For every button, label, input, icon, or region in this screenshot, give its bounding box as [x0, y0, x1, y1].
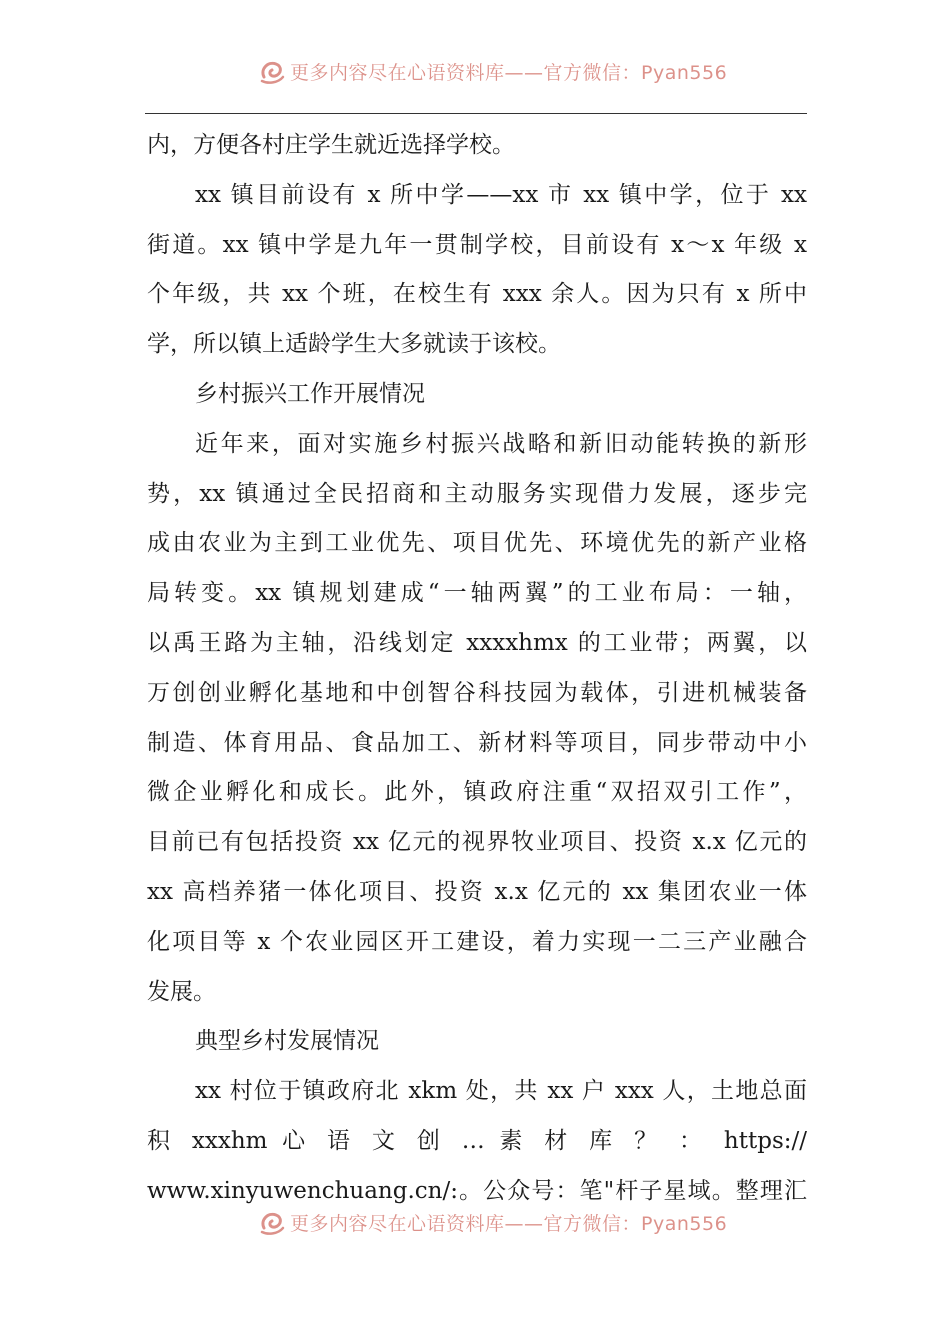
swirl-logo-icon [258, 57, 286, 85]
text-line: 目前已有包括投资 xx 亿元的视界牧业项目、投资 x.x 亿元的 [147, 829, 807, 856]
text-line: 势，xx 镇通过全民招商和主动服务实现借力发展，逐步完 [147, 480, 807, 507]
text-line: 以禹王路为主轴，沿线划定 xxxxhmx 的工业带；两翼，以 [147, 629, 807, 656]
text-line: 学，所以镇上适龄学生大多就读于该校。 [147, 331, 561, 358]
footer-watermark [258, 1207, 727, 1237]
text-line: 近年来，面对实施乡村振兴战略和新旧动能转换的新形 [195, 430, 807, 457]
header-divider [145, 113, 807, 114]
text-line: 成由农业为主到工业优先、项目优先、环境优先的新产业格 [147, 530, 807, 557]
text-line: 个年级，共 xx 个班，在校生有 xxx 余人。因为只有 x 所中 [147, 281, 807, 308]
text-line: 发展。 [147, 978, 216, 1005]
text-line: 街道。xx 镇中学是九年一贯制学校，目前设有 x～x 年级 x [147, 231, 807, 258]
header-watermark [258, 56, 727, 86]
watermark-text: 更多内容尽在心语资料库——官方微信：Pyan556 [290, 1212, 728, 1235]
text-line: 制造、体育用品、食品加工、新材料等项目，同步带动中小 [147, 729, 807, 756]
watermark-text: 更多内容尽在心语资料库——官方微信：Pyan556 [290, 61, 728, 84]
page-header [0, 52, 950, 92]
text-line: xx 镇目前设有 x 所中学——xx 市 xx 镇中学，位于 xx [195, 181, 807, 208]
text-line: xx 高档养猪一体化项目、投资 x.x 亿元的 xx 集团农业一体 [147, 878, 807, 905]
section-heading: 乡村振兴工作开展情况 [195, 380, 425, 407]
text-line: xx 村位于镇政府北 xkm 处，共 xx 户 xxx 人，土地总面 [195, 1078, 807, 1105]
text-line: www.xinyuwenchuang.cn/:。公众号：笔"杆子星域。整理汇 [147, 1177, 807, 1204]
text-line: 积 xxxhm 心 语 文 创 … 素 材 库 ？ ： https:// [147, 1127, 807, 1154]
text-line: 化项目等 x 个农业园区开工建设，着力实现一二三产业融合 [147, 928, 807, 955]
text-line: 内，方便各村庄学生就近选择学校。 [147, 132, 515, 158]
page-footer [0, 1203, 950, 1243]
section-heading: 典型乡村发展情况 [195, 1028, 379, 1055]
text-line: 局转变。xx 镇规划建成“一轴两翼”的工业布局：一轴， [147, 580, 807, 607]
document-body [147, 121, 807, 1217]
swirl-logo-icon [258, 1208, 286, 1236]
text-line: 万创创业孵化基地和中创智谷科技园为载体，引进机械装备 [147, 679, 807, 706]
text-line: 微企业孵化和成长。此外，镇政府注重“双招双引工作”， [147, 779, 807, 806]
